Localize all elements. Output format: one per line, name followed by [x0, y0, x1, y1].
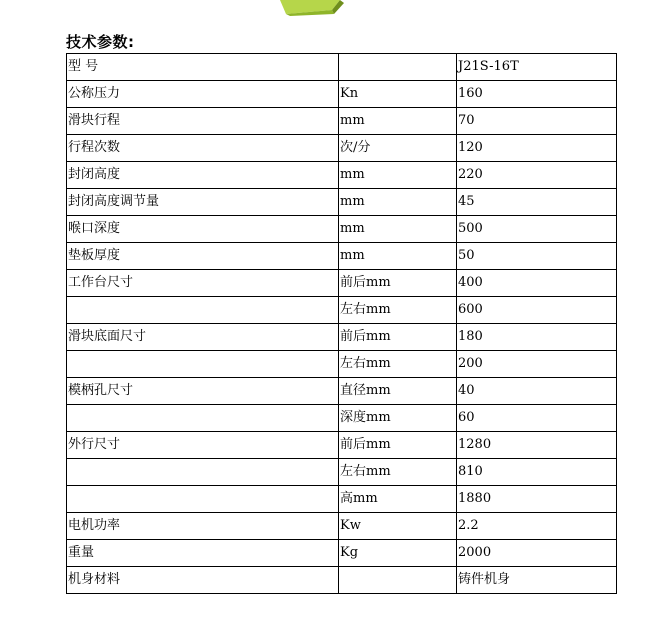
param-name-cell: 工作台尺寸	[67, 270, 339, 297]
param-value-cell: 铸件机身	[457, 567, 617, 594]
param-name-cell: 垫板厚度	[67, 243, 339, 270]
param-value-cell: 40	[457, 378, 617, 405]
table-row	[67, 108, 617, 135]
param-name-cell	[67, 405, 339, 432]
param-unit-cell: mm	[339, 216, 457, 243]
param-value-cell: 60	[457, 405, 617, 432]
param-unit-cell: 深度mm	[339, 405, 457, 432]
param-unit-cell: mm	[339, 189, 457, 216]
param-unit-cell: 次/分	[339, 135, 457, 162]
param-unit-cell: mm	[339, 108, 457, 135]
param-name-cell: 封闭高度	[67, 162, 339, 189]
param-unit-cell: 直径mm	[339, 378, 457, 405]
param-unit-cell	[339, 54, 457, 81]
param-name-cell: 模柄孔尺寸	[67, 378, 339, 405]
table-row	[67, 135, 617, 162]
param-unit-cell: Kn	[339, 81, 457, 108]
table-row	[67, 567, 617, 594]
param-value-cell: J21S-16T	[457, 54, 617, 81]
param-unit-cell: Kw	[339, 513, 457, 540]
param-name-cell: 滑块行程	[67, 108, 339, 135]
table-row	[67, 432, 617, 459]
param-unit-cell: 左右mm	[339, 351, 457, 378]
spec-table	[66, 53, 617, 594]
param-value-cell: 120	[457, 135, 617, 162]
table-row	[67, 486, 617, 513]
param-name-cell: 机身材料	[67, 567, 339, 594]
param-name-cell	[67, 486, 339, 513]
param-name-cell: 型 号	[67, 54, 339, 81]
param-name-cell	[67, 459, 339, 486]
table-row	[67, 189, 617, 216]
param-value-cell: 600	[457, 297, 617, 324]
param-unit-cell: mm	[339, 162, 457, 189]
section-title: 技术参数:	[66, 33, 135, 51]
param-value-cell: 45	[457, 189, 617, 216]
param-name-cell: 行程次数	[67, 135, 339, 162]
table-row	[67, 297, 617, 324]
table-row	[67, 162, 617, 189]
param-value-cell: 1880	[457, 486, 617, 513]
table-row	[67, 405, 617, 432]
param-name-cell: 封闭高度调节量	[67, 189, 339, 216]
param-unit-cell: Kg	[339, 540, 457, 567]
table-row	[67, 513, 617, 540]
param-unit-cell: 左右mm	[339, 459, 457, 486]
param-name-cell: 电机功率	[67, 513, 339, 540]
param-value-cell: 50	[457, 243, 617, 270]
param-name-cell: 滑块底面尺寸	[67, 324, 339, 351]
param-value-cell: 400	[457, 270, 617, 297]
param-name-cell: 喉口深度	[67, 216, 339, 243]
param-unit-cell: 前后mm	[339, 324, 457, 351]
table-row	[67, 54, 617, 81]
param-value-cell: 2.2	[457, 513, 617, 540]
param-unit-cell	[339, 567, 457, 594]
param-value-cell: 220	[457, 162, 617, 189]
table-row	[67, 378, 617, 405]
param-name-cell: 外行尺寸	[67, 432, 339, 459]
param-value-cell: 2000	[457, 540, 617, 567]
product-image-fragment	[280, 0, 350, 16]
param-value-cell: 160	[457, 81, 617, 108]
table-row	[67, 243, 617, 270]
table-row	[67, 81, 617, 108]
table-row	[67, 459, 617, 486]
table-row	[67, 351, 617, 378]
param-name-cell	[67, 351, 339, 378]
spec-table-body	[67, 54, 617, 594]
param-unit-cell: 左右mm	[339, 297, 457, 324]
table-row	[67, 324, 617, 351]
param-unit-cell: 高mm	[339, 486, 457, 513]
param-unit-cell: mm	[339, 243, 457, 270]
param-value-cell: 810	[457, 459, 617, 486]
table-row	[67, 540, 617, 567]
param-unit-cell: 前后mm	[339, 432, 457, 459]
table-row	[67, 216, 617, 243]
param-value-cell: 180	[457, 324, 617, 351]
param-unit-cell: 前后mm	[339, 270, 457, 297]
param-value-cell: 1280	[457, 432, 617, 459]
table-row	[67, 270, 617, 297]
param-value-cell: 200	[457, 351, 617, 378]
param-name-cell: 公称压力	[67, 81, 339, 108]
param-name-cell: 重量	[67, 540, 339, 567]
param-name-cell	[67, 297, 339, 324]
param-value-cell: 500	[457, 216, 617, 243]
param-value-cell: 70	[457, 108, 617, 135]
